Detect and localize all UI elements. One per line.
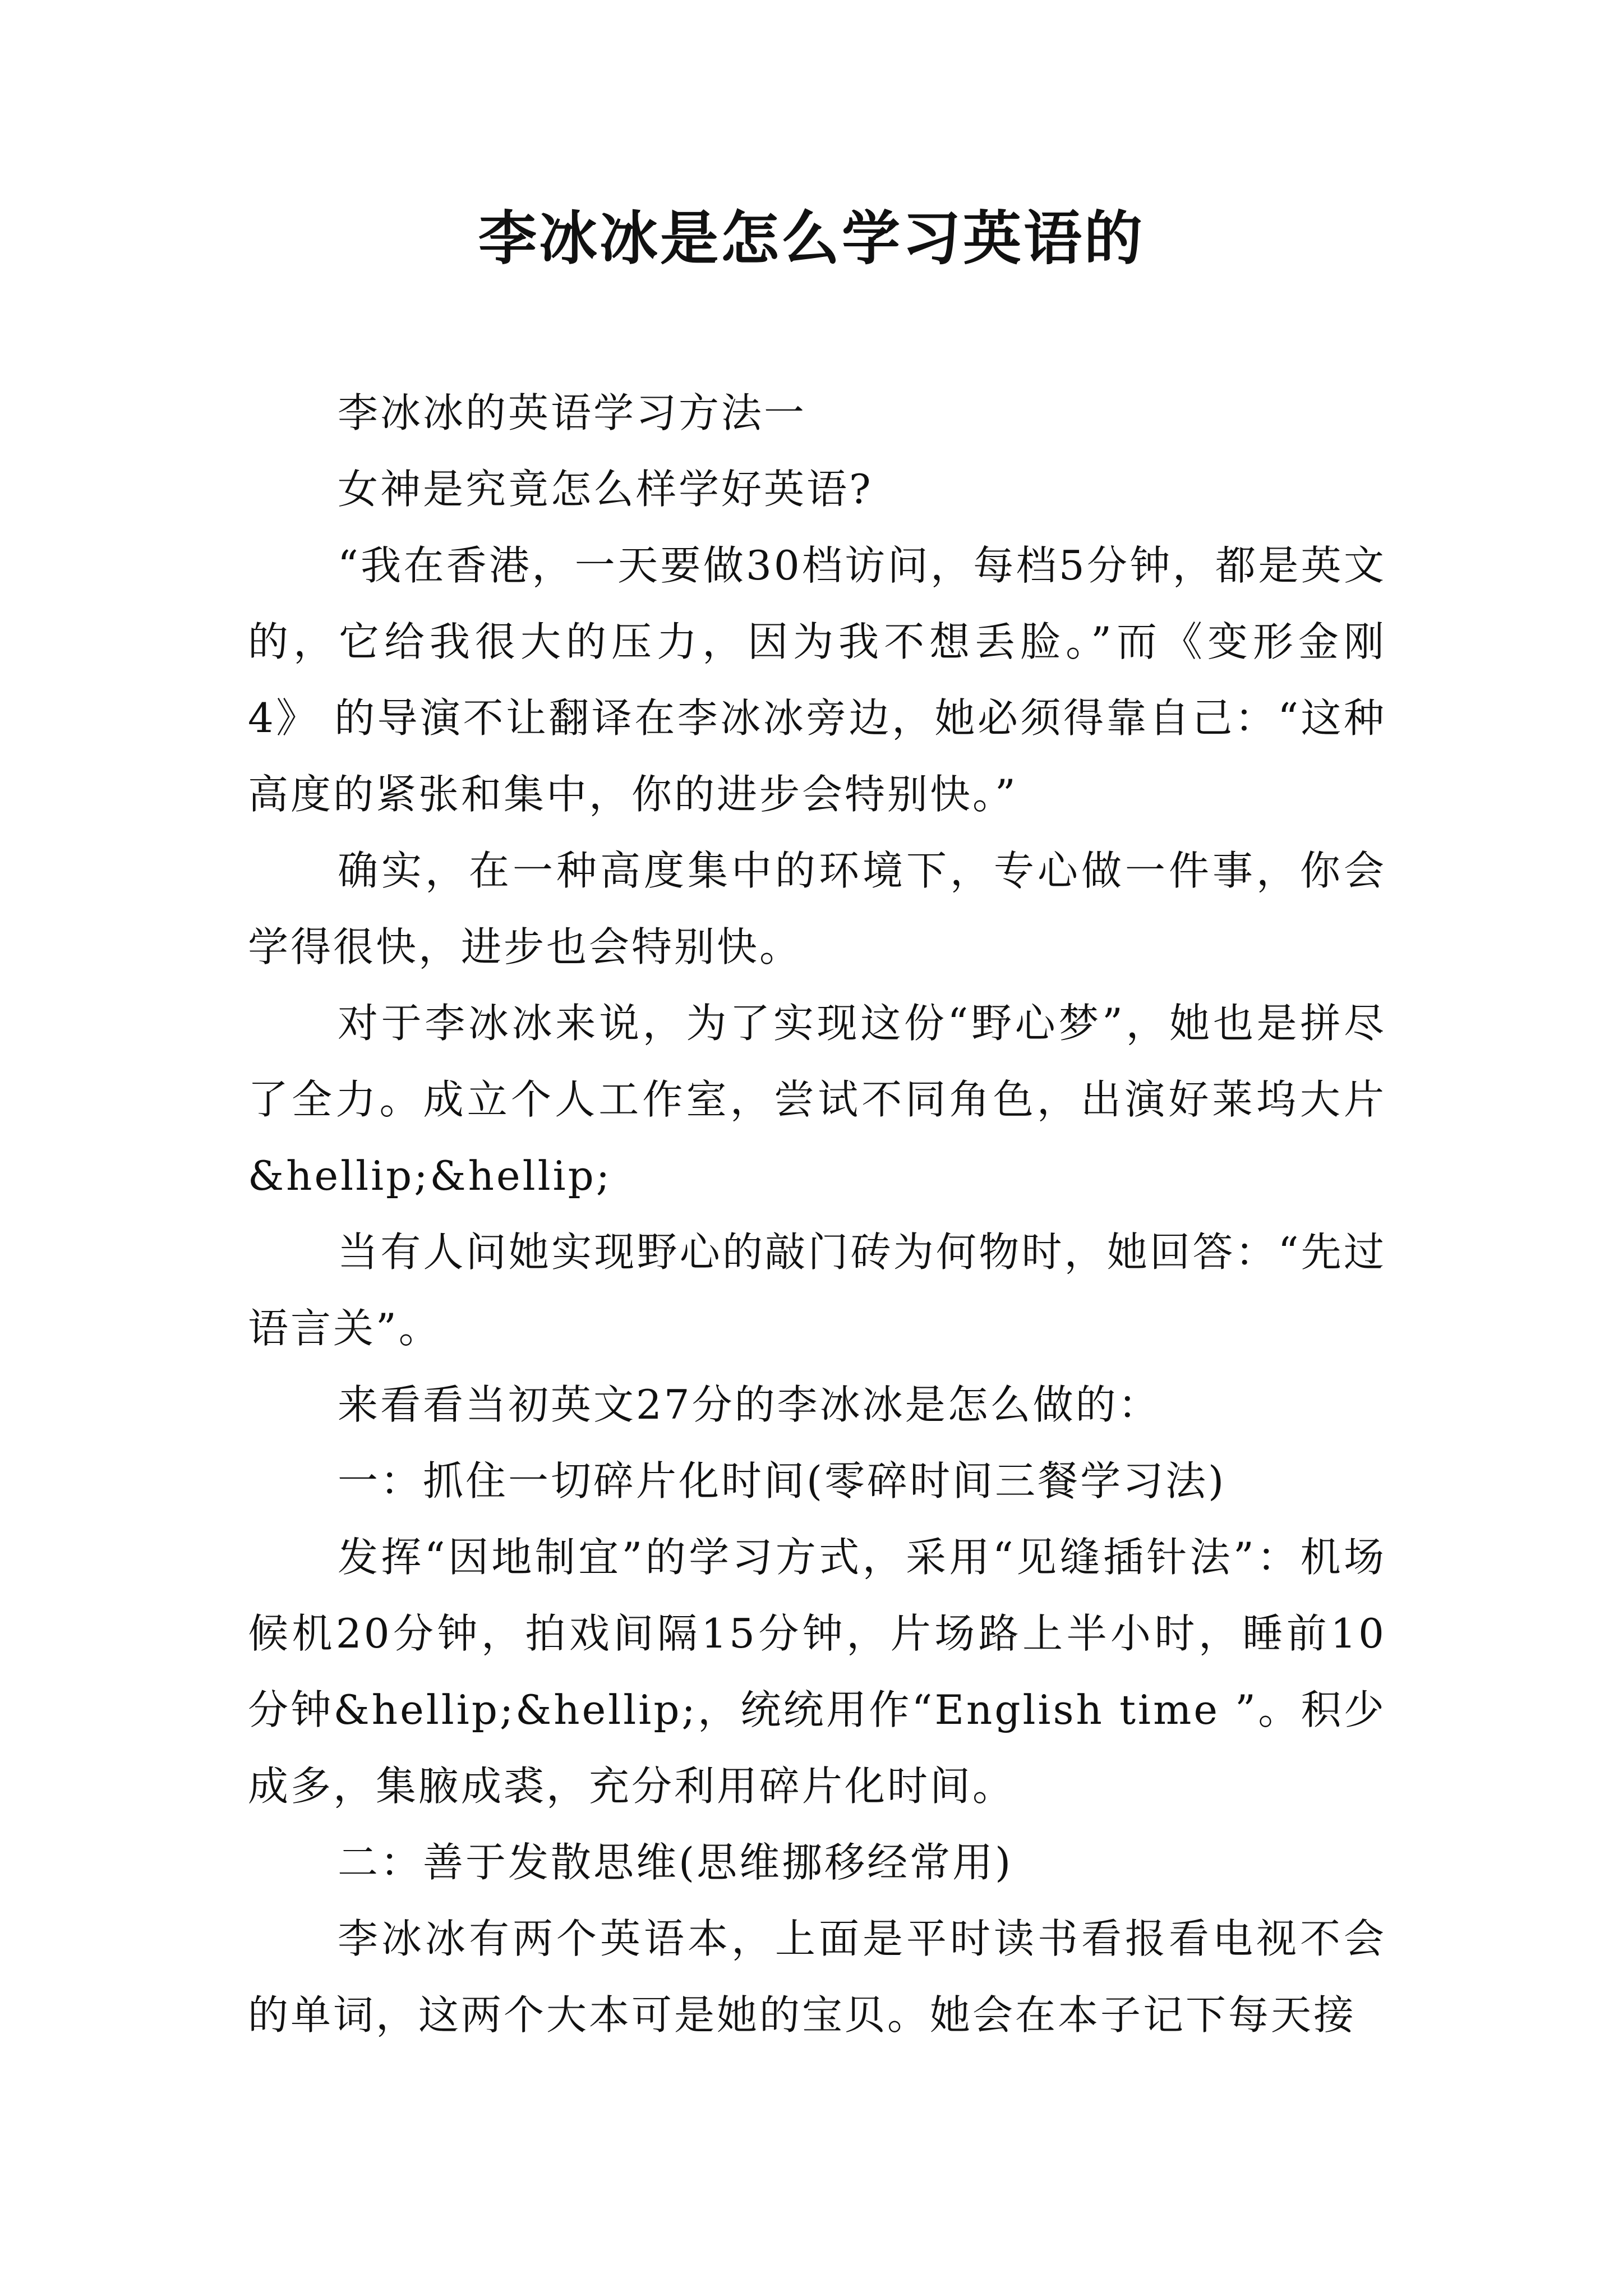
- paragraph: 发挥“因地制宜”的学习方式，采用“见缝插针法”：机场候机20分钟，拍戏间隔15分钟，片场路上半小时，睡前10分钟&hellip;&hellip;，统统用作“English time ”。积少成多，集腋成裘，充分利用碎片化时间。: [248, 1534, 1386, 1810]
- paragraph: 确实，在一种高度集中的环境下，专心做一件事，你会学得很快，进步也会特别快。: [248, 847, 1386, 970]
- document-title: 李冰冰是怎么学习英语的: [478, 204, 1145, 273]
- paragraph: 二：善于发散思维(思维挪移经常用): [338, 1839, 1013, 1886]
- paragraph: 女神是究竟怎么样学好英语?: [338, 466, 873, 513]
- paragraph: 李冰冰的英语学习方法一: [338, 389, 807, 436]
- paragraph: 李冰冰有两个英语本，上面是平时读书看报看电视不会的单词，这两个大本可是她的宝贝。她会在本子记下每天接: [248, 1915, 1386, 2039]
- paragraph: 对于李冰冰来说，为了实现这份“野心梦”，她也是拼尽了全力。成立个人工作室，尝试不同角色，出演好莱坞大片&hellip;&hellip;: [248, 1000, 1386, 1199]
- paragraph: 来看看当初英文27分的李冰冰是怎么做的：: [338, 1381, 1161, 1428]
- document-body: [248, 375, 1386, 2053]
- paragraph: 一：抓住一切碎片化时间(零碎时间三餐学习法): [338, 1457, 1227, 1504]
- paragraph: “我在香港，一天要做30档访问，每档5分钟，都是英文的，它给我很大的压力，因为我不想丢脸。”而《变形金刚4》 的导演不让翻译在李冰冰旁边，她必须得靠自己：“这种高度的紧张和集中，你的进步会特别快。”: [248, 542, 1386, 818]
- paragraph: 当有人问她实现野心的敲门砖为何物时，她回答：“先过语言关”。: [248, 1228, 1386, 1352]
